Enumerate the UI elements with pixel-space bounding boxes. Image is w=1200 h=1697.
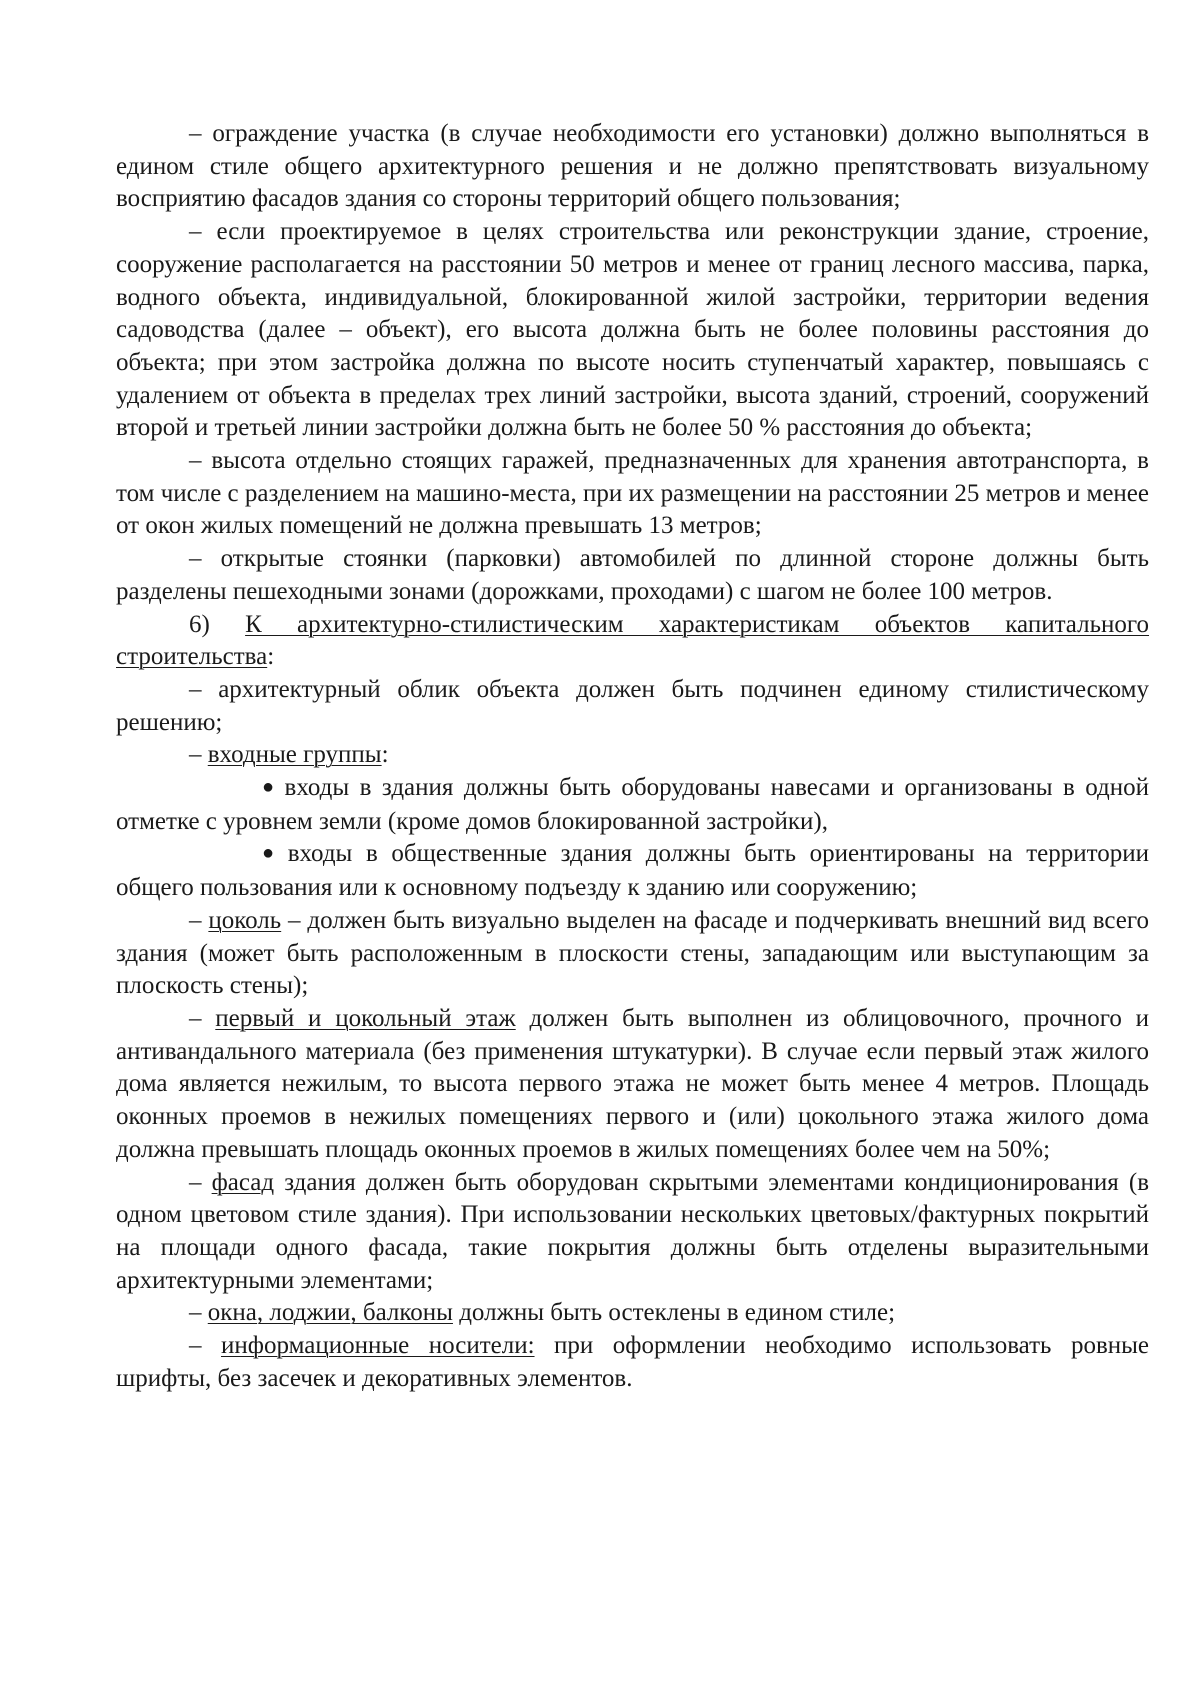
- term-windows: окна, лоджии, балконы: [207, 1299, 453, 1327]
- section-heading-suffix: :: [267, 643, 275, 671]
- term-suffix: :: [381, 741, 389, 769]
- paragraph-text: при оформлении необходимо использовать ровные шрифты, без засечек и декоративных элементов.: [116, 1332, 1150, 1392]
- term-facade: фасад: [211, 1168, 275, 1196]
- paragraph-text: – если проектируемое в целях строительства или реконструкции здание, строение, сооружение располагается на расстоянии 50 метров и менее от границ лесного массива, парка, водного объекта, индивидуальной, блокированной жилой застройки, территории ведения садоводства (далее – объект), его высота должна быть не более половины расстояния до объекта; при этом застройка должна по высоте носить ступенчатый характер, повышаясь с удалением от объекта в пределах трех линий застройки, высота зданий, строений, сооружений второй и третьей линии застройки должна быть не более 50 % расстояния до объекта;: [116, 218, 1149, 442]
- paragraph-first-floor: [116, 1003, 1149, 1167]
- paragraph-facade: [116, 1167, 1149, 1298]
- paragraph-text: должны быть остеклены в едином стиле;: [452, 1299, 896, 1327]
- bullet-item-entrances: [116, 772, 1149, 838]
- bullet-icon: ●: [262, 776, 275, 799]
- term-entrance-groups: входные группы: [207, 741, 382, 769]
- paragraph-windows: [116, 1297, 1149, 1330]
- paragraph-parking: [116, 543, 1149, 608]
- paragraph-fence: [116, 118, 1149, 216]
- paragraph-text: – должен быть визуально выделен на фасаде и подчеркивать внешний вид всего здания (может быть расположенным в плоскости стены, западающим или выступающим за плоскость стены);: [116, 906, 1149, 1000]
- paragraph-text: – архитектурный облик объекта должен быть подчинен единому стилистическому решению;: [116, 675, 1149, 736]
- paragraph-entrance-groups: [116, 739, 1149, 772]
- term-first-floor: первый и цокольный этаж: [215, 1004, 516, 1032]
- bullet-text: входы в общественные здания должны быть ориентированы на территории общего пользования или к основному подъезду к зданию или сооружению;: [116, 840, 1149, 902]
- paragraph-text: – открытые стоянки (парковки) автомобилей по длинной стороне должны быть разделены пешеходными зонами (дорожками, проходами) с шагом не более 100 метров.: [116, 545, 1149, 605]
- paragraph-text: – ограждение участка (в случае необходимости его установки) должно выполняться в едином стиле общего архитектурного решения и не должно препятствовать визуальному восприятию фасадов здания со стороны территорий общего пользования;: [116, 120, 1149, 213]
- dash-prefix: –: [189, 1004, 216, 1032]
- paragraph-text: – высота отдельно стоящих гаражей, предназначенных для хранения автотранспорта, в том числе с разделением на машино-места, при их размещении на расстоянии 25 метров и менее от окон жилых помещений не должна превышать 13 метров;: [116, 447, 1149, 540]
- dash-prefix: –: [189, 1299, 208, 1327]
- paragraph-text: должен быть выполнен из облицовочного, прочного и антивандального материала (без применения штукатурки). В случае если первый этаж жилого дома является нежилым, то высота первого этажа не может быть менее 4 метров. Площадь оконных проемов в нежилых помещениях первого и (или) цокольного этажа жилого дома должна превышать площадь оконных проемов в жилых помещениях более чем на 50%;: [116, 1004, 1149, 1163]
- bullet-icon: ●: [262, 842, 275, 865]
- document-body: [116, 118, 1149, 1395]
- term-plinth: цоколь: [208, 906, 282, 934]
- bullet-item-public-buildings: [116, 838, 1149, 904]
- dash-prefix: –: [189, 906, 209, 934]
- term-information-carriers: информационные носители:: [221, 1332, 535, 1360]
- dash-prefix: –: [189, 741, 208, 769]
- dash-prefix: –: [189, 1332, 221, 1360]
- paragraph-text: здания должен быть оборудован скрытыми элементами кондиционирования (в одном цветовом стиле здания). При использовании нескольких цветовых/фактурных покрытий на площади одного фасада, такие покрытия должны быть отделены выразительными архитектурными элементами;: [116, 1168, 1149, 1294]
- paragraph-information-carriers: [116, 1330, 1149, 1395]
- paragraph-height-limit: [116, 216, 1149, 445]
- paragraph-plinth: [116, 905, 1149, 1003]
- bullet-text: входы в здания должны быть оборудованы навесами и организованы в одной отметке с уровнем земли (кроме домов блокированной застройки),: [116, 774, 1149, 835]
- section-heading: К архитектурно-стилистическим характеристикам объектов капитального строительства: [116, 610, 1150, 671]
- paragraph-architectural-appearance: [116, 674, 1149, 739]
- paragraph-section-6: [116, 609, 1149, 674]
- dash-prefix: –: [189, 1168, 212, 1196]
- paragraph-garages: [116, 445, 1149, 543]
- section-number: 6): [189, 610, 246, 638]
